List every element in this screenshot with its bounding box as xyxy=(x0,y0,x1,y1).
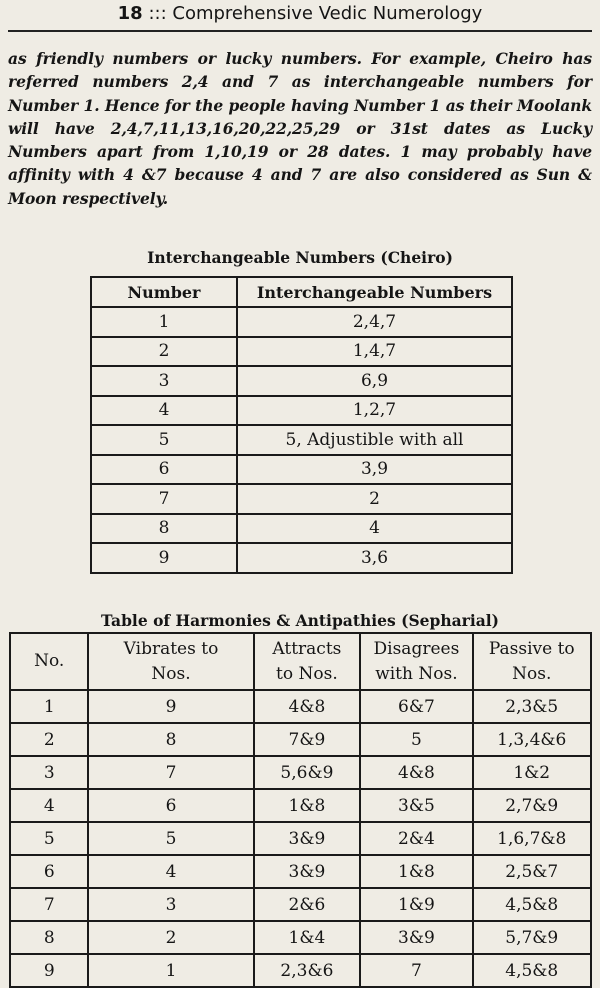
cell-vibrates: 9 xyxy=(88,690,253,723)
table-row xyxy=(91,455,512,485)
cell-vibrates: 6 xyxy=(88,789,253,822)
table-row xyxy=(91,307,512,337)
table1-body xyxy=(91,307,512,573)
table1-header-number: Number xyxy=(91,277,237,307)
table2-header-disagrees xyxy=(360,633,472,690)
cell-no: 5 xyxy=(10,822,88,855)
table-row xyxy=(10,822,591,855)
cell-no: 6 xyxy=(10,855,88,888)
cell-no: 8 xyxy=(10,921,88,954)
page-header xyxy=(0,0,600,30)
harmonies-antipathies-table xyxy=(9,632,592,988)
cell-number: 8 xyxy=(91,514,237,544)
cell-attracts: 3&9 xyxy=(254,855,361,888)
cell-number: 1 xyxy=(91,307,237,337)
table-row xyxy=(10,723,591,756)
cell-vibrates: 5 xyxy=(88,822,253,855)
table-row xyxy=(10,888,591,921)
table-row xyxy=(10,756,591,789)
cell-vibrates: 7 xyxy=(88,756,253,789)
table-row xyxy=(10,954,591,987)
cell-attracts: 5,6&9 xyxy=(254,756,361,789)
cell-passive: 1&2 xyxy=(473,756,592,789)
table1-caption: Interchangeable Numbers (Cheiro) xyxy=(147,248,453,267)
cell-disagrees: 1&9 xyxy=(360,888,472,921)
cell-vibrates: 1 xyxy=(88,954,253,987)
cell-no: 3 xyxy=(10,756,88,789)
cell-no: 9 xyxy=(10,954,88,987)
cell-vibrates: 8 xyxy=(88,723,253,756)
cell-interchangeable: 1,4,7 xyxy=(237,337,512,367)
table2-header-vibrates xyxy=(88,633,253,690)
table-row xyxy=(91,337,512,367)
cell-disagrees: 3&5 xyxy=(360,789,472,822)
table2-header-no xyxy=(10,633,88,690)
cell-disagrees: 6&7 xyxy=(360,690,472,723)
table1-header-interchangeable: Interchangeable Numbers xyxy=(237,277,512,307)
cell-number: 3 xyxy=(91,366,237,396)
cell-vibrates: 2 xyxy=(88,921,253,954)
book-title: Comprehensive Vedic Numerology xyxy=(172,3,483,24)
table2-caption: Table of Harmonies & Antipathies (Sepharial) xyxy=(101,611,499,630)
cell-disagrees: 3&9 xyxy=(360,921,472,954)
table-row xyxy=(10,789,591,822)
cell-passive: 1,6,7&8 xyxy=(473,822,592,855)
table-row xyxy=(10,855,591,888)
table-row xyxy=(10,921,591,954)
table-row xyxy=(91,484,512,514)
cell-interchangeable: 6,9 xyxy=(237,366,512,396)
cell-attracts: 3&9 xyxy=(254,822,361,855)
cell-number: 9 xyxy=(91,543,237,573)
cell-passive: 1,3,4&6 xyxy=(473,723,592,756)
table-row xyxy=(91,543,512,573)
header-line: Passive to xyxy=(488,638,575,659)
cell-vibrates: 3 xyxy=(88,888,253,921)
cell-passive: 4,5&8 xyxy=(473,888,592,921)
cell-number: 5 xyxy=(91,425,237,455)
table-row xyxy=(10,690,591,723)
cell-no: 4 xyxy=(10,789,88,822)
cell-no: 2 xyxy=(10,723,88,756)
cell-attracts: 2&6 xyxy=(254,888,361,921)
cell-interchangeable: 5, Adjustible with all xyxy=(237,425,512,455)
cell-disagrees: 7 xyxy=(360,954,472,987)
cell-passive: 2,7&9 xyxy=(473,789,592,822)
cell-passive: 2,5&7 xyxy=(473,855,592,888)
cell-disagrees: 4&8 xyxy=(360,756,472,789)
cell-disagrees: 5 xyxy=(360,723,472,756)
cell-attracts: 7&9 xyxy=(254,723,361,756)
cell-disagrees: 2&4 xyxy=(360,822,472,855)
cell-number: 7 xyxy=(91,484,237,514)
table-row xyxy=(91,425,512,455)
header-separator: ::: xyxy=(148,3,167,24)
header-line: Nos. xyxy=(512,663,552,684)
cell-attracts: 1&4 xyxy=(254,921,361,954)
cell-interchangeable: 3,6 xyxy=(237,543,512,573)
cell-attracts: 4&8 xyxy=(254,690,361,723)
cell-interchangeable: 1,2,7 xyxy=(237,396,512,426)
cell-no: 7 xyxy=(10,888,88,921)
header-line: Attracts xyxy=(272,638,342,659)
cell-interchangeable: 2,4,7 xyxy=(237,307,512,337)
header-line: with Nos. xyxy=(375,663,458,684)
cell-interchangeable: 2 xyxy=(237,484,512,514)
header-rule xyxy=(8,30,592,32)
table-row xyxy=(91,396,512,426)
table2-body xyxy=(10,690,591,987)
page-number: 18 xyxy=(117,3,143,24)
cell-passive: 5,7&9 xyxy=(473,921,592,954)
table2-header-passive xyxy=(473,633,592,690)
cell-interchangeable: 3,9 xyxy=(237,455,512,485)
table1-header-row xyxy=(91,277,512,307)
interchangeable-numbers-table xyxy=(90,276,513,574)
header-line: Vibrates to xyxy=(123,638,219,659)
cell-disagrees: 1&8 xyxy=(360,855,472,888)
table-row xyxy=(91,366,512,396)
table-row xyxy=(91,514,512,544)
header-line: No. xyxy=(34,651,65,671)
cell-attracts: 1&8 xyxy=(254,789,361,822)
header-line: Nos. xyxy=(151,663,191,684)
table2-header-row xyxy=(10,633,591,690)
cell-number: 2 xyxy=(91,337,237,367)
header-line: to Nos. xyxy=(276,663,338,684)
cell-passive: 4,5&8 xyxy=(473,954,592,987)
cell-attracts: 2,3&6 xyxy=(254,954,361,987)
cell-interchangeable: 4 xyxy=(237,514,512,544)
header-line: Disagrees xyxy=(373,638,460,659)
cell-number: 4 xyxy=(91,396,237,426)
cell-vibrates: 4 xyxy=(88,855,253,888)
cell-number: 6 xyxy=(91,455,237,485)
intro-paragraph: as friendly numbers or lucky numbers. For example, Cheiro has referred numbers 2,4 and 7 as interchangeable numbers for Number 1. Hence for the people having Number 1 as their Moolank will have 2,4,7,11,13,16,20,22,25,29 or 31st dates as Lucky Numbers apart from 1,10,19 or 28 dates. 1 may probably have affinity with 4 &7 because 4 and 7 are also considered as Sun & Moon respectively. xyxy=(8,49,592,208)
cell-passive: 2,3&5 xyxy=(473,690,592,723)
table2-header-attracts xyxy=(254,633,361,690)
cell-no: 1 xyxy=(10,690,88,723)
